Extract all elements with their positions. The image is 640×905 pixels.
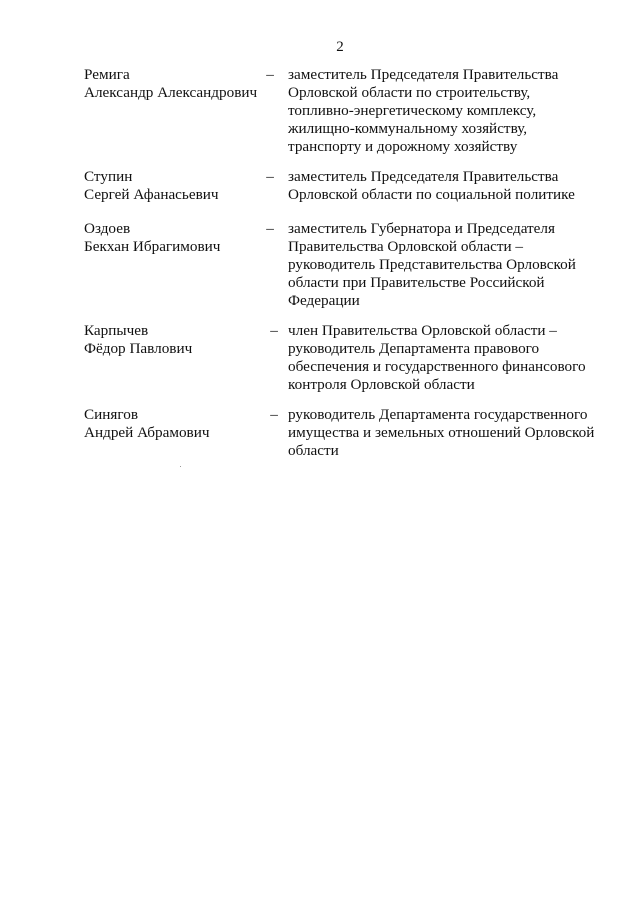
role-line: топливно-энергетическому комплексу, xyxy=(288,102,537,119)
given-names: Александр Александрович xyxy=(84,84,258,101)
role-description xyxy=(288,66,608,156)
role-line: Правительства Орловской области – xyxy=(288,238,524,255)
person-name xyxy=(84,322,264,358)
role-line: заместитель Председателя Правительства xyxy=(288,66,559,83)
surname: Карпычев xyxy=(84,322,149,339)
surname: Ступин xyxy=(84,168,133,185)
dash-separator: – xyxy=(266,220,274,237)
surname: Синягов xyxy=(84,406,138,423)
dash-separator: – xyxy=(270,322,278,339)
person-name xyxy=(84,66,264,102)
dash-separator: – xyxy=(266,66,274,83)
role-line: контроля Орловской области xyxy=(288,376,475,393)
role-line: обеспечения и государственного финансового xyxy=(288,358,586,375)
role-line: член Правительства Орловской области – xyxy=(288,322,557,339)
surname: Оздоев xyxy=(84,220,131,237)
role-line: Федерации xyxy=(288,292,360,309)
role-line: области xyxy=(288,442,339,459)
role-description xyxy=(288,220,608,310)
page-number: 2 xyxy=(336,39,344,55)
role-line: Орловской области по строительству, xyxy=(288,84,531,101)
dash-separator: – xyxy=(266,168,274,185)
role-line: руководитель Представительства Орловской xyxy=(288,256,576,273)
role-description xyxy=(288,168,608,204)
role-line: заместитель Председателя Правительства xyxy=(288,168,559,185)
role-line: заместитель Губернатора и Председателя xyxy=(288,220,555,237)
role-line: жилищно-коммунальному хозяйству, xyxy=(288,120,528,137)
role-line: руководитель Департамента правового xyxy=(288,340,540,357)
person-name xyxy=(84,168,264,204)
given-names: Фёдор Павлович xyxy=(84,340,193,357)
role-description xyxy=(288,406,608,460)
person-name xyxy=(84,220,264,256)
role-line: имущества и земельных отношений Орловской xyxy=(288,424,595,441)
role-line: области при Правительстве Российской xyxy=(288,274,545,291)
dash-separator: – xyxy=(270,406,278,423)
given-names: Сергей Афанасьевич xyxy=(84,186,219,203)
role-line: транспорту и дорожному хозяйству xyxy=(288,138,518,155)
person-name xyxy=(84,406,264,442)
scan-artifact-dot xyxy=(180,466,181,467)
surname: Ремига xyxy=(84,66,130,83)
given-names: Андрей Абрамович xyxy=(84,424,210,441)
role-description xyxy=(288,322,608,394)
given-names: Бекхан Ибрагимович xyxy=(84,238,221,255)
role-line: Орловской области по социальной политике xyxy=(288,186,575,203)
role-line: руководитель Департамента государственного xyxy=(288,406,588,423)
